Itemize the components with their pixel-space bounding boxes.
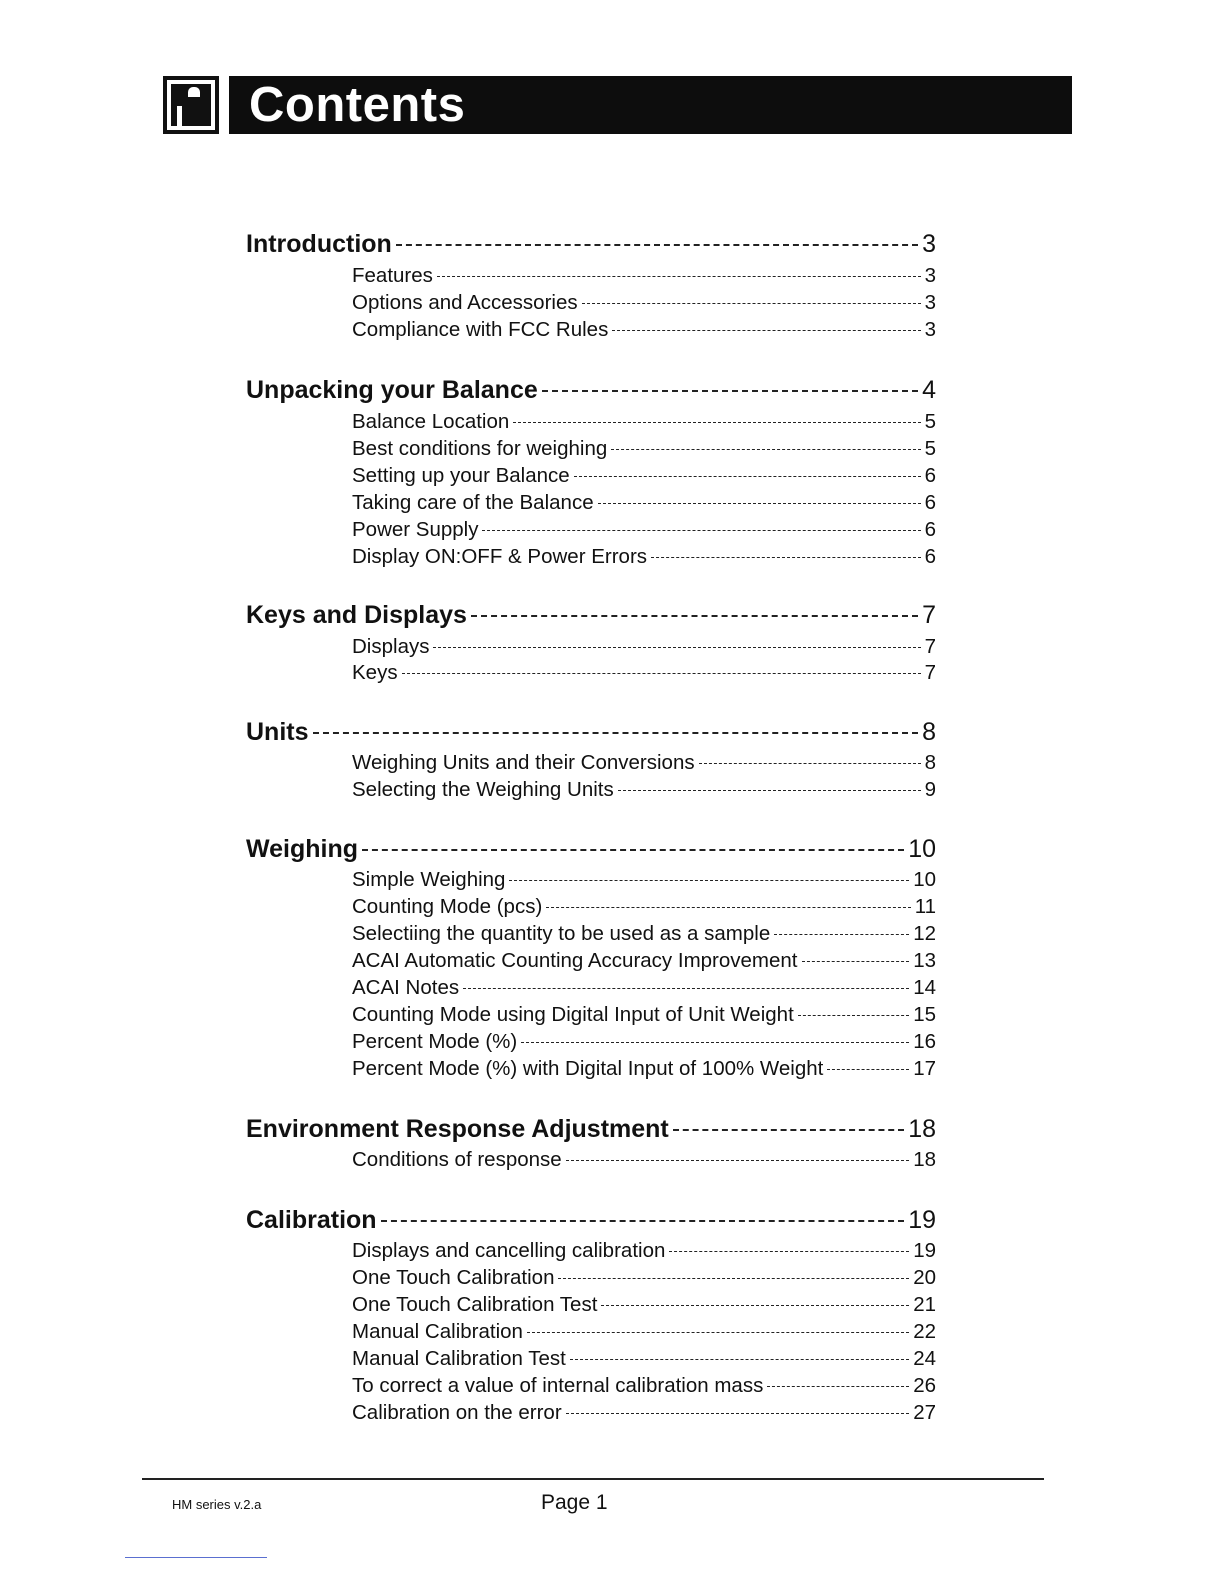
toc-section xyxy=(246,230,936,259)
dot-leader xyxy=(463,988,909,989)
toc-item-page-number: 5 xyxy=(924,410,936,433)
weight-knob xyxy=(188,87,200,97)
toc-item xyxy=(352,751,936,775)
toc-item-page-number: 16 xyxy=(913,1030,936,1053)
toc-item-page-number: 21 xyxy=(913,1293,936,1316)
dot-leader xyxy=(774,934,909,935)
toc-item xyxy=(352,635,936,659)
footer-page-number: Page 1 xyxy=(541,1491,608,1514)
toc-section-label: Introduction xyxy=(246,230,392,258)
dot-leader xyxy=(618,790,921,791)
dot-leader xyxy=(651,557,921,558)
toc-item xyxy=(352,922,936,946)
dot-leader xyxy=(509,880,909,881)
weight-slot xyxy=(177,106,182,126)
toc-item-label: Setting up your Balance xyxy=(352,464,570,487)
toc-item-page-number: 24 xyxy=(913,1347,936,1370)
toc-item-page-number: 6 xyxy=(924,545,936,568)
dot-leader xyxy=(582,303,921,304)
toc-item-label: Power Supply xyxy=(352,518,479,541)
toc-item xyxy=(352,1239,936,1263)
toc-item xyxy=(352,778,936,802)
toc-item-label: Selecting the Weighing Units xyxy=(352,778,614,801)
footer-doc-version: HM series v.2.a xyxy=(172,1497,262,1512)
toc-item-page-number: 7 xyxy=(924,635,936,658)
toc-section-page-number: 10 xyxy=(908,835,936,863)
toc-item-label: Calibration on the error xyxy=(352,1401,562,1424)
toc-item-label: Manual Calibration Test xyxy=(352,1347,566,1370)
toc-item xyxy=(352,1293,936,1317)
scan-artifact-line xyxy=(125,1557,267,1558)
toc-section-label: Calibration xyxy=(246,1206,377,1234)
toc-item xyxy=(352,291,936,315)
toc-item-page-number: 22 xyxy=(913,1320,936,1343)
dot-leader xyxy=(699,763,921,764)
toc-item xyxy=(352,545,936,569)
toc-item xyxy=(352,1003,936,1027)
toc-item xyxy=(352,318,936,342)
dot-leader xyxy=(802,961,910,962)
toc-section xyxy=(246,718,936,747)
dot-leader xyxy=(570,1359,909,1360)
toc-item xyxy=(352,661,936,685)
dot-leader xyxy=(673,1129,904,1131)
dot-leader xyxy=(521,1042,909,1043)
dot-leader xyxy=(381,1220,905,1222)
toc-item-page-number: 7 xyxy=(924,661,936,684)
dot-leader xyxy=(767,1386,909,1387)
toc-item-label: ACAI Notes xyxy=(352,976,460,999)
toc-item xyxy=(352,1320,936,1344)
dot-leader xyxy=(612,330,920,331)
toc-item-label: Displays and cancelling calibration xyxy=(352,1239,666,1262)
toc-section-page-number: 7 xyxy=(922,601,936,629)
toc-item-label: Displays xyxy=(352,635,430,658)
dot-leader xyxy=(482,530,920,531)
page-title: Contents xyxy=(249,78,466,132)
toc-section-page-number: 8 xyxy=(922,718,936,746)
toc-item-page-number: 15 xyxy=(913,1003,936,1026)
toc-item-label: One Touch Calibration xyxy=(352,1266,555,1289)
toc-item xyxy=(352,949,936,973)
toc-item-page-number: 3 xyxy=(924,318,936,341)
toc-section-label: Environment Response Adjustment xyxy=(246,1115,669,1143)
dot-leader xyxy=(527,1332,909,1333)
dot-leader xyxy=(362,849,904,851)
toc-item xyxy=(352,895,936,919)
toc-item-page-number: 9 xyxy=(924,778,936,801)
dot-leader xyxy=(471,615,918,617)
dot-leader xyxy=(542,390,918,392)
toc-section xyxy=(246,835,936,864)
dot-leader xyxy=(396,244,918,246)
toc-item-label: Options and Accessories xyxy=(352,291,578,314)
toc-item-label: Display ON:OFF & Power Errors xyxy=(352,545,648,568)
toc-section xyxy=(246,376,936,405)
dot-leader xyxy=(611,449,920,450)
toc-item xyxy=(352,1401,936,1425)
toc-item-page-number: 13 xyxy=(913,949,936,972)
toc-item-label: Best conditions for weighing xyxy=(352,437,608,460)
dot-leader xyxy=(558,1278,909,1279)
toc-section-page-number: 4 xyxy=(922,376,936,404)
toc-section-page-number: 3 xyxy=(922,230,936,258)
header-bar xyxy=(229,76,1072,134)
toc-item-label: Counting Mode using Digital Input of Unit Weight xyxy=(352,1003,794,1026)
toc-item-page-number: 20 xyxy=(913,1266,936,1289)
toc-item-page-number: 6 xyxy=(924,464,936,487)
dot-leader xyxy=(598,503,921,504)
toc-item-label: Keys xyxy=(352,661,398,684)
toc-section-label: Unpacking your Balance xyxy=(246,376,538,404)
toc-item-page-number: 10 xyxy=(913,868,936,891)
toc-item-page-number: 3 xyxy=(924,291,936,314)
toc-item-page-number: 18 xyxy=(913,1148,936,1171)
toc-item-label: Taking care of the Balance xyxy=(352,491,594,514)
toc-item xyxy=(352,410,936,434)
toc-section-page-number: 18 xyxy=(908,1115,936,1143)
weight-icon xyxy=(163,76,219,134)
toc-item-page-number: 17 xyxy=(913,1057,936,1080)
toc-item-page-number: 5 xyxy=(924,437,936,460)
toc-item-label: Selectiing the quantity to be used as a sample xyxy=(352,922,771,945)
toc-section-label: Units xyxy=(246,718,309,746)
toc-item xyxy=(352,1057,936,1081)
toc-item xyxy=(352,518,936,542)
dot-leader xyxy=(566,1160,910,1161)
dot-leader xyxy=(827,1069,909,1070)
toc-item-label: Percent Mode (%) xyxy=(352,1030,518,1053)
dot-leader xyxy=(669,1251,909,1252)
toc-item xyxy=(352,1347,936,1371)
toc-item-label: ACAI Automatic Counting Accuracy Improvement xyxy=(352,949,798,972)
dot-leader xyxy=(566,1413,910,1414)
toc-item-label: Weighing Units and their Conversions xyxy=(352,751,695,774)
toc-item xyxy=(352,976,936,1000)
footer-rule xyxy=(142,1478,1044,1480)
dot-leader xyxy=(437,276,921,277)
toc-item-page-number: 6 xyxy=(924,518,936,541)
toc-item xyxy=(352,1374,936,1398)
toc-item-label: Counting Mode (pcs) xyxy=(352,895,543,918)
toc-item xyxy=(352,437,936,461)
toc-item xyxy=(352,1266,936,1290)
toc-item-label: Features xyxy=(352,264,433,287)
toc-item xyxy=(352,464,936,488)
toc-item xyxy=(352,264,936,288)
toc-section-label: Keys and Displays xyxy=(246,601,467,629)
toc-item-page-number: 3 xyxy=(924,264,936,287)
toc-item-label: To correct a value of internal calibration mass xyxy=(352,1374,764,1397)
dot-leader xyxy=(601,1305,909,1306)
toc-item-label: One Touch Calibration Test xyxy=(352,1293,598,1316)
toc-item-page-number: 6 xyxy=(924,491,936,514)
dot-leader xyxy=(513,422,920,423)
dot-leader xyxy=(798,1015,909,1016)
toc-section-label: Weighing xyxy=(246,835,359,863)
dot-leader xyxy=(574,476,921,477)
dot-leader xyxy=(546,907,910,908)
toc-item-page-number: 8 xyxy=(924,751,936,774)
toc-item-label: Balance Location xyxy=(352,410,510,433)
dot-leader xyxy=(433,647,920,648)
toc-item-page-number: 19 xyxy=(913,1239,936,1262)
toc-section xyxy=(246,601,936,630)
dot-leader xyxy=(402,673,921,674)
toc-item-label: Simple Weighing xyxy=(352,868,506,891)
toc-item-page-number: 11 xyxy=(914,895,936,918)
toc-item-label: Conditions of response xyxy=(352,1148,562,1171)
toc-item-label: Manual Calibration xyxy=(352,1320,523,1343)
toc-section xyxy=(246,1115,936,1144)
toc-item xyxy=(352,868,936,892)
toc-section-page-number: 19 xyxy=(908,1206,936,1234)
toc-item-page-number: 27 xyxy=(913,1401,936,1424)
toc-item xyxy=(352,491,936,515)
toc-item xyxy=(352,1030,936,1054)
toc-item-page-number: 26 xyxy=(913,1374,936,1397)
toc-item xyxy=(352,1148,936,1172)
dot-leader xyxy=(313,732,919,734)
weight-icon-shape xyxy=(171,84,211,126)
toc-item-label: Percent Mode (%) with Digital Input of 100% Weight xyxy=(352,1057,824,1080)
toc-section xyxy=(246,1206,936,1235)
toc-item-page-number: 12 xyxy=(913,922,936,945)
toc-item-label: Compliance with FCC Rules xyxy=(352,318,609,341)
toc-item-page-number: 14 xyxy=(913,976,936,999)
